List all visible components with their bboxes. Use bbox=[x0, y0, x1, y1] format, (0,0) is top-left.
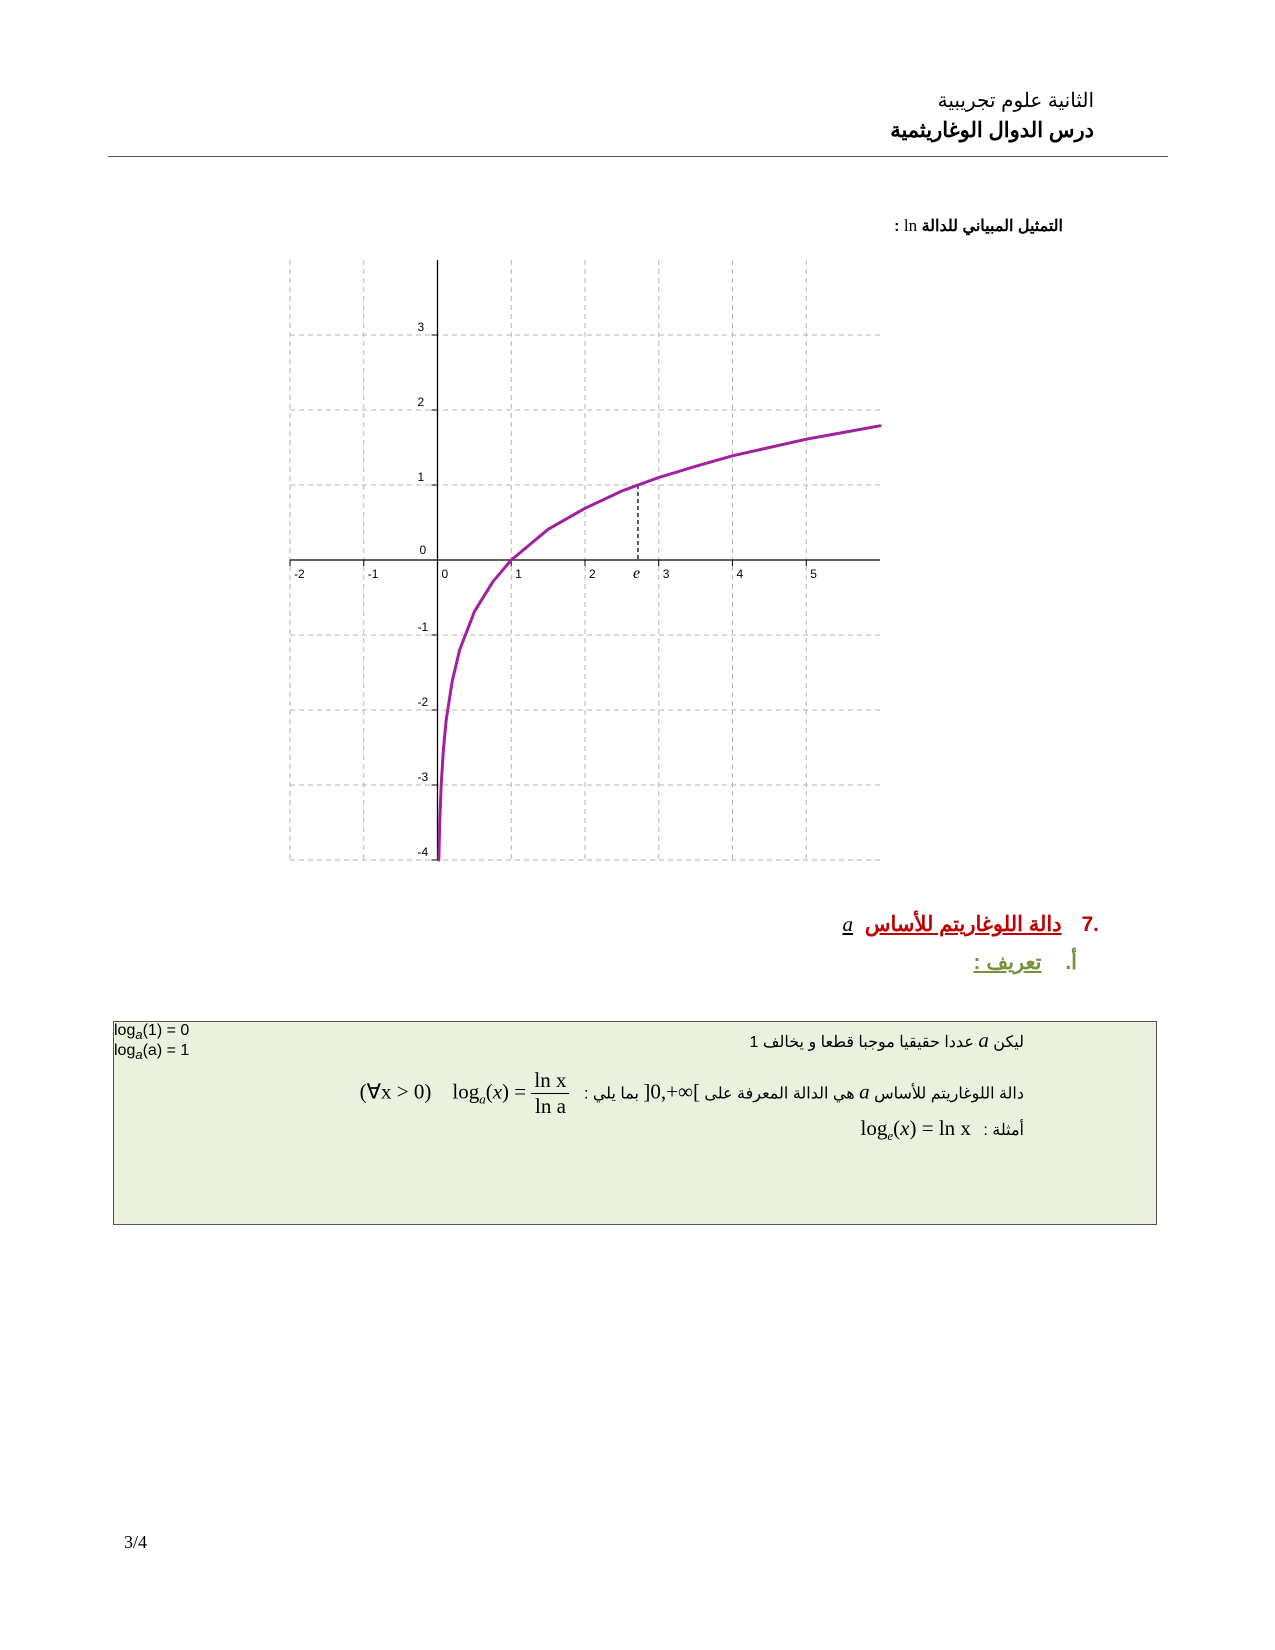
graph-heading-text: التمثيل المبياني للدالة bbox=[921, 218, 1063, 235]
def-text: ليكن bbox=[993, 1034, 1024, 1051]
example-2-rhs: (1) = 0 bbox=[142, 1022, 190, 1039]
section-title: دالة اللوغاريتم للأساس bbox=[864, 913, 1062, 936]
subsection-marker: أ. bbox=[1065, 951, 1077, 974]
x-tick-label: 3 bbox=[662, 567, 670, 581]
definition-line-2 bbox=[360, 1068, 1024, 1119]
formula-x: x bbox=[492, 1079, 503, 1104]
formula-log: log bbox=[114, 1022, 136, 1039]
example-1: $\log_e(x) = \ln x$ bbox=[860, 1116, 971, 1144]
section-7-heading bbox=[842, 912, 1099, 937]
subsection-heading bbox=[974, 950, 1078, 975]
example-base-e: e bbox=[887, 1128, 894, 1144]
ln-curve bbox=[439, 426, 880, 860]
formula-base: a bbox=[135, 1047, 143, 1063]
x-tick-label: 2 bbox=[589, 567, 596, 581]
subsection-label: تعريف : bbox=[973, 951, 1042, 974]
formula-log: log bbox=[114, 1042, 136, 1060]
def-var-a: a bbox=[859, 1079, 870, 1104]
x-tick-label: -2 bbox=[294, 567, 305, 581]
formula-log: log bbox=[860, 1116, 888, 1140]
section-variable: a bbox=[842, 912, 853, 936]
def-text: عددا حقيقيا موجبا قطعا و يخالف 1 bbox=[749, 1034, 974, 1051]
def-formula: (∀x > 0) $\log_a(x)$ = $\frac{\text{ln x}}{\text{ln a}}$ bbox=[360, 1068, 570, 1119]
y-tick-label: 3 bbox=[417, 320, 425, 334]
y-tick-label: -1 bbox=[417, 620, 429, 634]
graph-heading bbox=[894, 216, 1063, 236]
class-level: الثانية علوم تجريبية bbox=[937, 90, 1094, 112]
ln-graph bbox=[294, 270, 880, 860]
section-number: .7 bbox=[1081, 913, 1099, 936]
y-tick-label: -2 bbox=[417, 695, 429, 709]
y-tick-label: -3 bbox=[417, 770, 429, 784]
example-1-rhs: = ln x bbox=[921, 1116, 971, 1140]
fraction-denominator: ln a bbox=[534, 1094, 566, 1118]
examples-label: أمثلة : bbox=[983, 1122, 1024, 1139]
y-tick-label: 1 bbox=[417, 470, 425, 484]
x-tick-label: 1 bbox=[515, 567, 522, 581]
formula-base: a bbox=[479, 1091, 486, 1107]
formula-log: log bbox=[452, 1079, 480, 1104]
definition-box bbox=[113, 1021, 1157, 1225]
def-text: بما يلي : bbox=[583, 1085, 639, 1103]
y-tick-label: 2 bbox=[417, 395, 425, 409]
x-tick-label: 4 bbox=[736, 567, 744, 581]
formula-condition: (∀x > 0) bbox=[359, 1079, 432, 1104]
def-text: دالة اللوغاريتم للأساس bbox=[874, 1085, 1024, 1103]
formula-x: x bbox=[900, 1116, 910, 1140]
header-divider bbox=[108, 156, 1168, 157]
lesson-title: درس الدوال الوغاريثمية bbox=[890, 119, 1094, 142]
graph-function-name: ln bbox=[903, 216, 918, 235]
def-interval: ]0,+∞[ bbox=[643, 1079, 700, 1104]
page-number: 3/4 bbox=[124, 1532, 148, 1552]
x-tick-label: -1 bbox=[367, 567, 379, 581]
definition-line-1 bbox=[750, 1028, 1024, 1053]
x-tick-label: 0 bbox=[441, 567, 449, 581]
examples-line bbox=[861, 1116, 1024, 1144]
y-tick-label: -4 bbox=[417, 845, 429, 859]
y-tick-label: 0 bbox=[419, 543, 427, 557]
formula-base: a bbox=[135, 1027, 143, 1043]
def-text: هي الدالة المعرفة على bbox=[704, 1085, 855, 1103]
x-tick-label: 5 bbox=[810, 567, 817, 581]
e-label: e bbox=[632, 565, 641, 582]
example-3-rhs: (a) = 1 bbox=[142, 1042, 190, 1060]
graph-heading-colon: : bbox=[894, 218, 900, 235]
fraction-numerator: ln x bbox=[531, 1068, 569, 1094]
def-var-a: a bbox=[978, 1028, 989, 1052]
formula-fraction bbox=[531, 1068, 569, 1119]
